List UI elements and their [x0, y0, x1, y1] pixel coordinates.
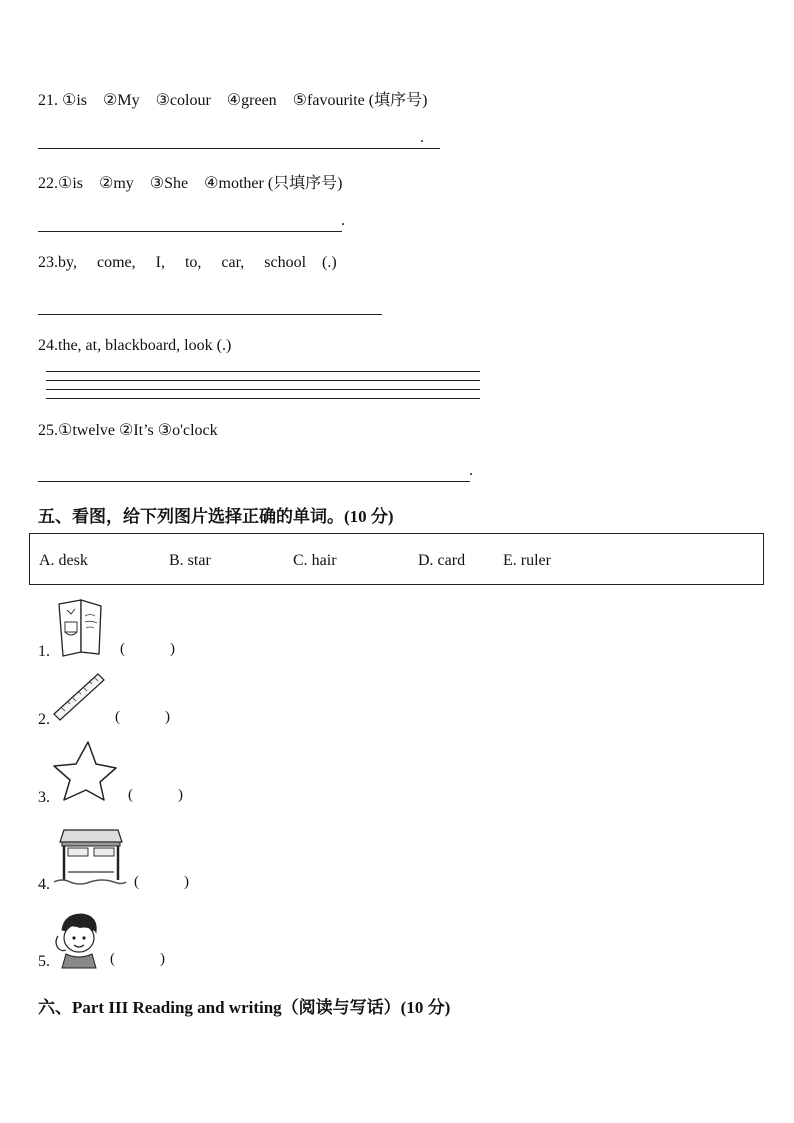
answer-blank-5[interactable]: ( ) [110, 951, 165, 967]
four-line-grid-4[interactable] [46, 398, 480, 399]
option-e: E. ruler [503, 552, 551, 569]
answer-line-25[interactable] [38, 481, 470, 482]
item-1-number: 1. [38, 643, 50, 660]
question-23: 23.by, come, I, to, car, school (.) [38, 254, 337, 271]
answer-blank-2[interactable]: ( ) [115, 709, 170, 725]
answer-line-22[interactable] [38, 231, 342, 232]
star-icon [52, 740, 118, 802]
ruler-icon [52, 672, 108, 724]
item-3-number: 3. [38, 789, 50, 806]
four-line-grid-3[interactable] [46, 389, 480, 390]
desk-icon [54, 826, 126, 888]
boy-hair-icon [50, 910, 100, 968]
end-mark-22: . [341, 212, 345, 229]
end-mark-25: . [469, 462, 473, 479]
item-4-number: 4. [38, 876, 50, 893]
card-icon [55, 596, 105, 656]
end-mark-21: . [420, 129, 424, 146]
section-5-title: 五、看图，给下列图片选择正确的单词。(10 分) [38, 507, 394, 526]
four-line-grid-2[interactable] [46, 380, 480, 381]
section-6-title: 六、Part III Reading and writing（阅读与写话）(10 分) [38, 998, 451, 1017]
option-b: B. star [169, 552, 211, 569]
question-24: 24.the, at, blackboard, look (.) [38, 337, 232, 354]
question-21: 21. ①is ②My ③colour ④green ⑤favourite (填序号) [38, 92, 428, 109]
answer-blank-4[interactable]: ( ) [134, 874, 189, 890]
answer-blank-3[interactable]: ( ) [128, 787, 183, 803]
answer-blank-1[interactable]: ( ) [120, 641, 175, 657]
item-2-number: 2. [38, 711, 50, 728]
question-22: 22.①is ②my ③She ④mother (只填序号) [38, 175, 343, 192]
question-25: 25.①twelve ②It’s ③o'clock [38, 422, 218, 439]
four-line-grid-1[interactable] [46, 371, 480, 372]
options-box [29, 533, 764, 585]
option-d: D. card [418, 552, 466, 569]
answer-line-23[interactable] [38, 314, 382, 315]
option-c: C. hair [293, 552, 337, 569]
item-5-number: 5. [38, 953, 50, 970]
answer-line-21[interactable] [38, 148, 440, 149]
option-a: A. desk [39, 552, 88, 569]
